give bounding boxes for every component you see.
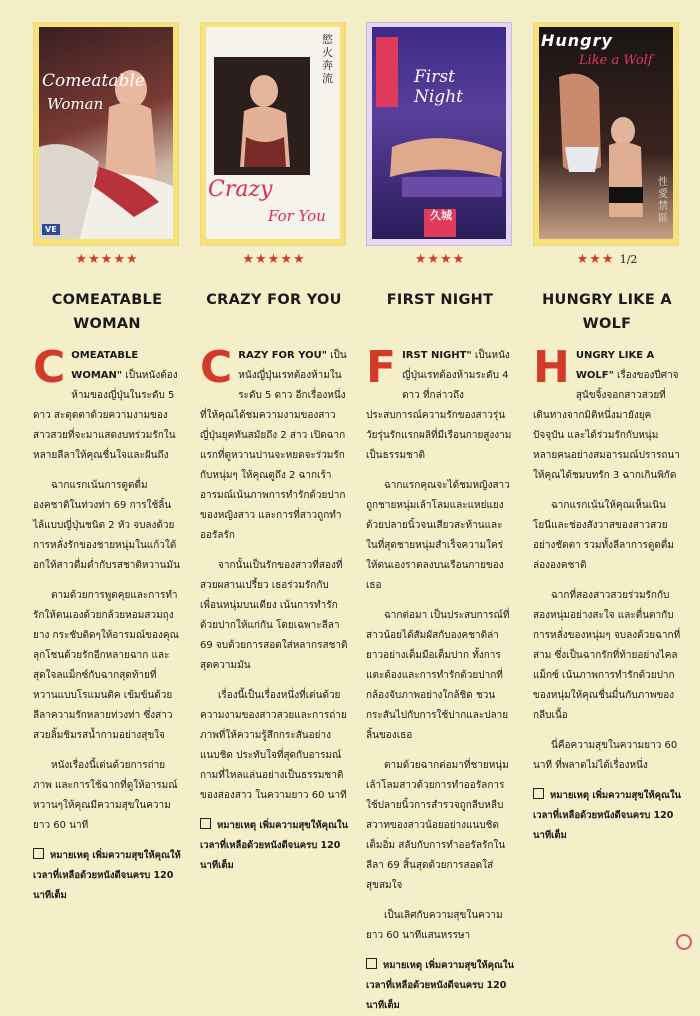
review-title: CRAZY FOR YOU <box>206 292 342 308</box>
cover-badge: VE <box>42 224 60 235</box>
cover-title-line2: For You <box>268 207 326 225</box>
paragraph: ฉากที่สองสาวสวยร่วมรักกับสองหนุ่มอย่างสะใจ และตื่นตากับการหลั่งของหนุ่มๆ จบลงด้วยฉากที่สาม ซึ่งเป็นฉากรักที่ท้ายอย่างไคลแม็กซ์ เน้นภาพการทำรักด้วยปากของหนุ่มให้คุณชื่นมื่นกับภาพของกลีบเนื้อ <box>533 590 681 721</box>
review-title: FIRST NIGHT <box>386 292 494 308</box>
cover-title-line1: Comeatable <box>42 71 145 91</box>
footnote <box>533 786 681 846</box>
paragraph: ฉากแรกคุณจะได้ชมหญิงสาวถูกชายหนุ่มเล้าโลมและแหย่แยงด้วยปลายนิ้วจนเสียวสะท้านและในที่สุดชายหนุ่มสำเร็จความใคร่ให้ตนเองราดลงบนเรือนกายของเธอ <box>366 480 510 591</box>
paragraph: เรื่องของปีศาจสุนัขจิ้งจอกสาวสวยที่เดินทางจากมิติหนึ่งมายังยุคปัจจุบัน และได้ร่วมรักกับหนุ่มหลายคนอย่างสมอารมณ์ปรารถนาให้คุณได้ชมบทรัก 3 ฉากเกินพิกัด <box>533 370 680 481</box>
star-rating <box>533 252 681 268</box>
note-text: หมายเหตุ เพิ่มความสุขให้คุณให้เวลาที่เหลือด้วยหนังดีจนครบ 120 นาทีเต็ม <box>33 850 181 901</box>
review-title: HUNGRY LIKE A WOLF <box>542 292 672 332</box>
paragraph: หนังเรื่องนี้เด่นด้วยการถ่ายภาพ และการใช้ฉากที่ดูให้อารมณ์หวานๆให้คุณมีความสุขในความยาว 60 นาที <box>33 760 178 831</box>
cover-badge: 性愛禁區 <box>658 177 668 224</box>
note-text: หมายเหตุ เพิ่มความสุขให้คุณในเวลาที่เหลือด้วยหนังดีจนครบ 120 นาทีเต็ม <box>200 820 348 871</box>
cover-artwork <box>372 27 506 239</box>
cover-title-line2: Woman <box>47 95 104 113</box>
paragraph: จากนั้นเป็นรักของสาวที่สองที่สวยผสานเปรี้ยว เธอร่วมรักกับเพื่อนหนุ่มบนเตียง เน้นการทำรักด้วยปากให้แก่กัน โดยเฉพาะลีลา 69 จบด้วยการสอดใส่หลากรสชาติสุดความมัน <box>200 560 348 671</box>
review-column-3 <box>366 22 514 1016</box>
footnote <box>200 816 348 876</box>
paragraph: ฉากแรกเน้นให้คุณเห็นเนินโยนีและช่องสังวาสของสาวสวยอย่างชัดตา รวมทั้งลีลาการดูดดื่มล่ององคชาติ <box>533 500 674 571</box>
cover-title-line1: First Night <box>414 67 463 107</box>
paragraph: ตามด้วยฉากต่อมาที่ชายหนุ่มเล้าโลมสาวด้วยการทำออรัลการใช้ปลายนิ้วการสำรวจถูกลีบหลืบสวาทของสาวน้อยอย่างแนบชิดเต็มอิ่ม สลับกับการทำออรัลรักในลีลา 69 สิ้นสุดด้วยการสอดใส่สุขสมใจ <box>366 760 509 891</box>
paragraph: เป็นหนังต้องห้ามของญี่ปุ่นในระดับ 5 ดาว สะดุดตาด้วยความงามของสาวสวยที่จะมาแสดงบทร่วมรักในหลายลีลาให้คุณชื่นใจและฝันถึง <box>33 370 178 461</box>
lead-title: IRST NIGHT" <box>402 350 472 361</box>
paragraph: ตามด้วยการพูดคุยและการทำรักให้ตนเองด้วยกล้วยหอมสวมถุงยาง กระชับติดๆให้อารมณ์ของคุณลุกโชนด้วยรักอีกหลายฉาก และสุดใจลแม็กซ์กับฉากสุดท้ายที่หวานแบบโรแมนติค เข้มข้นด้วยลีลาความรักหลายท่วงท่า ซึ่งสาวสวยลิ้มชิมรสน้ำกามอย่างสุขใจ <box>33 590 179 741</box>
cover-image <box>366 22 512 246</box>
star-rating <box>33 252 181 268</box>
review-body <box>33 342 181 906</box>
note-text: หมายเหตุ เพิ่มความสุขให้คุณในเวลาที่เหลือด้วยหนังดีจนครบ 120 นาทีเต็ม <box>533 790 681 841</box>
cover-title-line2: Like a Wolf <box>579 53 653 68</box>
paragraph: เป็นหนังญี่ปุ่นเรทต้องห้ามในระดับ 5 ดาว อีกเรื่องหนึ่ง ที่ให้คุณได้ชมความงามของสาวญี่ปุ่นยุคทันสมัยถึง 2 สาว เปิดฉากแรกที่ดูหวานปานจะหยดจะร่วมรักกับหนุ่มๆ ให้คุณดูถึง 2 ฉากเร้าอารมณ์เน้นภาพการทำรักด้วยปากของหญิงสาว และการที่สาวถูกทำออรัลรัก <box>200 350 347 541</box>
review-column-4 <box>533 22 681 846</box>
drop-cap: H <box>533 342 570 393</box>
review-column-1 <box>33 22 181 906</box>
cover-artwork <box>39 27 173 239</box>
rating-stars: ★★★★★ <box>75 252 139 267</box>
lead-title: OMEATABLE WOMAN" <box>71 350 139 381</box>
star-rating <box>366 252 514 268</box>
cover-badge: 久城 <box>430 209 452 222</box>
rating-fraction: 1/2 <box>619 253 638 266</box>
paragraph: ฉากต่อมา เป็นประสบการณ์ที่สาวน้อยได้สัมผัสกับองคชาติล่ายาวอย่างเต็มมือเต็มปาก ทั้งการแตะต้องและการทำรักด้วยปากที่กล้องจับภาพอย่างใกล้ชิด ชวนกระสันไปกับการใช้ปากและปลายลิ้นของเธอ <box>366 610 510 741</box>
paragraph: นี่คือความสุขในความยาว 60 นาที ที่พลาดไม่ได้เรื่องหนึ่ง <box>533 740 678 771</box>
rating-stars: ★★★★★ <box>242 252 306 267</box>
checkbox-icon <box>33 848 44 859</box>
footnote <box>33 846 181 906</box>
cover-image <box>33 22 179 246</box>
review-title: COMEATABLE WOMAN <box>51 292 163 332</box>
cover-title-line1: Hungry <box>541 31 613 50</box>
review-body <box>200 342 348 876</box>
rating-stars: ★★★★ <box>414 252 466 267</box>
star-rating <box>200 252 348 268</box>
drop-cap: C <box>33 342 66 393</box>
checkbox-icon <box>533 788 544 799</box>
review-column-2 <box>200 22 348 876</box>
rating-stars: ★★★ <box>576 252 615 267</box>
drop-cap: F <box>366 342 397 393</box>
page-corner-mark <box>676 934 692 950</box>
paragraph: เป็นหนังญี่ปุ่นเรทต้องห้ามระดับ 4 ดาว ที่กล่าวถึงประสบการณ์ความรักของสาวรุ่นวัยรุ่นรักแรกผลิที่มีเรือนกายสูงงามเป็นธรรมชาติ <box>366 350 512 461</box>
lead-title: RAZY FOR YOU" <box>238 350 327 361</box>
lead-title: UNGRY LIKE A WOLF" <box>575 350 655 381</box>
drop-cap: C <box>200 342 233 393</box>
paragraph: เรื่องนี้เป็นเรื่องหนึ่งที่เด่นด้วยความงามของสาวสวยและการถ่ายภาพที่ให้ความรู้สึกกระสันอย่างแนบชิด ประทับใจที่สุดกับอารมณ์กามที่ไหลแล่นอย่างเป็นธรรมชาติของสองสาว ในความยาว 60 นาที <box>200 690 347 801</box>
paragraph: เป็นเลิศกับความสุขในความยาว 60 นาทีแสนหรรษา <box>366 910 503 941</box>
footnote <box>366 956 514 1016</box>
cover-title-line1: Crazy <box>208 177 273 202</box>
cover-image <box>200 22 346 246</box>
paragraph: ฉากแรกเน้นการดูดดื่มองคชาติในท่วงท่า 69 การใช้ลิ้นไล้แบบญี่ปุ่นชนิด 2 หัว จบลงด้วยการหลั่งรักของชายหนุ่มในแก้วใต้อกให้สาวดื่มด่ำกับรสชาติหวานมัน <box>33 480 180 571</box>
review-body <box>366 342 514 1016</box>
cover-badge: 慾火奔流 <box>322 33 333 85</box>
review-body <box>533 342 681 846</box>
note-text: หมายเหตุ เพิ่มความสุขให้คุณในเวลาที่เหลือด้วยหนังดีจนครบ 120 นาทีเต็ม <box>366 960 514 1011</box>
checkbox-icon <box>200 818 211 829</box>
cover-image <box>533 22 679 246</box>
